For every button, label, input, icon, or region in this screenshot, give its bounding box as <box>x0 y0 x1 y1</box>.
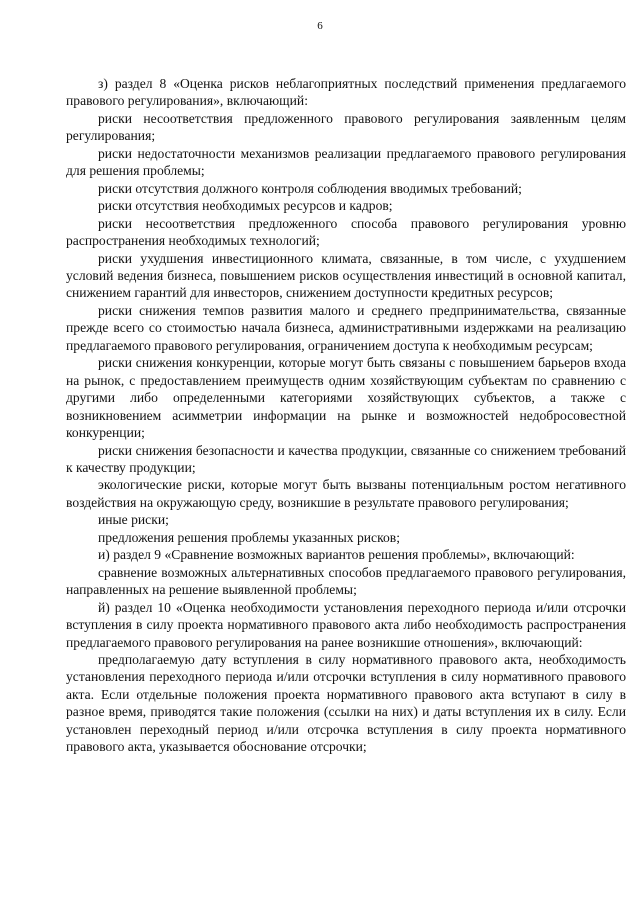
list-item: риски снижения конкуренции, которые могут быть связаны с повышением барьеров входа на рынок, с предоставлением преимуществ одним хозяйствующим субъектам по сравнению с другими либо определенными категориями хозяйствующих субъектов, а также с возникновением асимметрии информации на рынке и возможностей недобросовестной конкуренции; <box>66 355 626 441</box>
paragraph-section-10: й) раздел 10 «Оценка необходимости установления переходного периода и/или отсрочки вступления в силу проекта нормативного правового акта либо необходимость распространения предлагаемого правового регулирования на ранее возникшие отношения», включающий: <box>66 599 626 650</box>
paragraph-section-9: и) раздел 9 «Сравнение возможных вариантов решения проблемы», включающий: <box>98 547 575 563</box>
list-item: риски несоответствия предложенного способа правового регулирования уровню распространения необходимых технологий; <box>66 215 626 249</box>
list-item: сравнение возможных альтернативных способов предлагаемого правового регулирования, направленных на решение выявленной проблемы; <box>66 564 626 598</box>
list-item: риски отсутствия должного контроля соблюдения вводимых требований; <box>98 180 522 196</box>
list-item: риски несоответствия предложенного правового регулирования заявленным целям регулирования; <box>66 110 626 144</box>
list-item: риски снижения безопасности и качества продукции, связанные со снижением требований к качеству продукции; <box>66 442 626 475</box>
document-body <box>66 75 626 756</box>
list-item: риски недостаточности механизмов реализации предлагаемого правового регулирования для решения проблемы; <box>66 145 626 179</box>
list-item: предполагаемую дату вступления в силу нормативного правового акта, необходимость установления переходного периода и/или отсрочки вступления в силу нормативного правового акта. Если отдельные положения проекта нормативного правового акта вступают в силу в разное время, приводятся такие положения (ссылки на них) и даты вступления их в силу. Если установлен переходный период и/или отсрочка вступления в силу проекта нормативного правового акта, указывается обоснование отсрочки; <box>66 651 626 755</box>
page-number: 6 <box>317 20 323 32</box>
list-item: риски ухудшения инвестиционного климата, связанные, в том числе, с ухудшением условий ведения бизнеса, повышением рисков осуществления инвестиций в основной капитал, снижением гарантий для инвесторов, снижением доступности кредитных ресурсов; <box>66 250 626 301</box>
paragraph-section-8: з) раздел 8 «Оценка рисков неблагоприятных последствий применения предлагаемого правового регулирования», включающий: <box>66 76 626 109</box>
list-item: риски снижения темпов развития малого и среднего предпринимательства, связанные прежде всего со стоимостью начала бизнеса, административными издержками на реализацию предлагаемого правового регулирования, ограничением доступа к необходимым ресурсам; <box>66 302 626 353</box>
list-item: экологические риски, которые могут быть вызваны потенциальным ростом негативного воздействия на окружающую среду, возникшие в результате правового регулирования; <box>66 477 626 510</box>
list-item: предложения решения проблемы указанных рисков; <box>98 529 400 545</box>
list-item: риски отсутствия необходимых ресурсов и кадров; <box>98 198 393 214</box>
list-item: иные риски; <box>98 512 169 528</box>
